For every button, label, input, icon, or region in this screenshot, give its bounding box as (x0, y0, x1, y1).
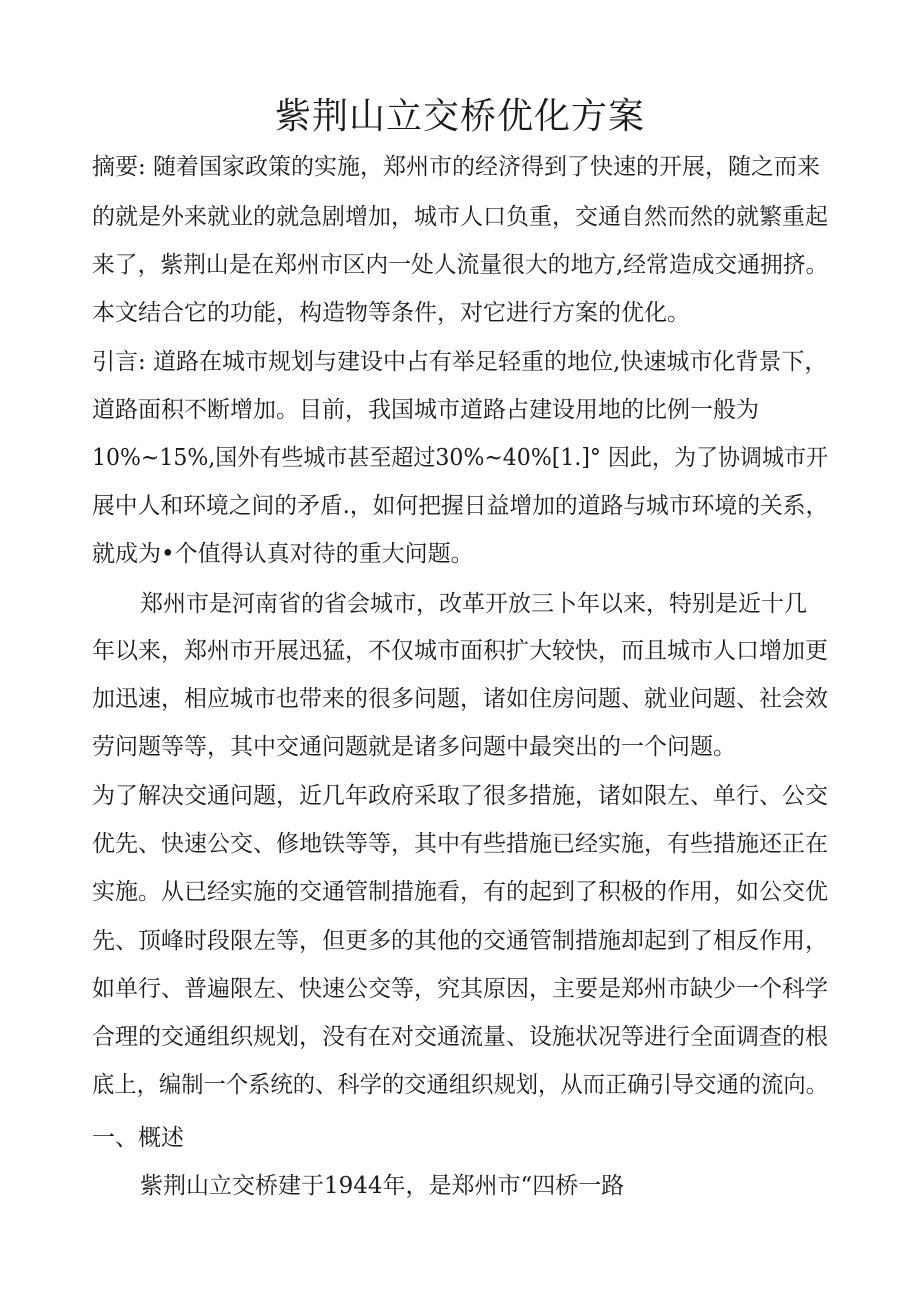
text-line: 实施。从已经实施的交通管制措施看，有的起到了积极的作用，如公交优 (92, 879, 828, 905)
text-line: 加迅速，相应城市也带来的很多问题，诸如住房问题、就业问题、社会效 (92, 686, 828, 712)
text-line: 10%~15%,国外有些城市甚至超过30%~40%[1.]° 因此，为了协调城市开 (92, 445, 829, 471)
text-line: 展中人和环境之间的矛盾.，如何把握日益增加的道路与城市环境的关系， (92, 493, 829, 519)
text-line: 合理的交通组织规划，没有在对交通流量、设施状况等进行全面调查的根 (92, 1024, 828, 1050)
text-line: 为了解决交通问题，近几年政府采取了很多措施，诸如限左、单行、公交 (92, 783, 828, 809)
section-heading: 一、概述 (92, 1125, 184, 1151)
text-line: 优先、快速公交、修地铁等等，其中有些措施已经实施，有些措施还正在 (92, 831, 828, 857)
text-line: 的就是外来就业的就急剧增加，城市人口负重，交通自然而然的就繁重起 (92, 204, 828, 230)
text-line: 劳问题等等，其中交通问题就是诸多问题中最突出的一个问题。 (92, 734, 736, 760)
text-line: 道路面积不断增加。目前，我国城市道路占建设用地的比例一般为 (92, 397, 759, 423)
text-line: 就成为•个值得认真对待的重大问题。 (92, 541, 474, 567)
text-line: 郑州市是河南省的省会城市，改革开放三卜年以来，特别是近十几 (140, 591, 807, 617)
text-line: 引言: 道路在城市规划与建设中占有举足轻重的地位,快速城市化背景下， (92, 349, 828, 375)
text-line: 先、顶峰时段限左等，但更多的其他的交通管制措施却起到了相反作用， (92, 928, 828, 954)
text-line: 紫荆山立交桥建于1944年，是郑州市“四桥一路 (140, 1173, 625, 1199)
text-line: 摘要: 随着国家政策的实施，郑州市的经济得到了快速的开展，随之而来 (92, 154, 821, 180)
text-line: 如单行、普遍限左、快速公交等，究其原因，主要是郑州市缺少一个科学 (92, 976, 828, 1002)
document-title: 紫荆山立交桥优化方案 (274, 96, 645, 137)
text-line: 底上，编制一个系统的、科学的交通组织规划，从而正确引导交通的流向。 (92, 1072, 829, 1098)
text-line: 本文结合它的功能，构造物等条件，对它进行方案的优化。 (92, 300, 690, 326)
text-line: 年以来，郑州市开展迅猛，不仅城市面积扩大较快，而且城市人口增加更 (92, 638, 828, 664)
text-line: 来了，紫荆山是在郑州市区内一处人流量很大的地方,经常造成交通拥挤。 (92, 252, 829, 278)
